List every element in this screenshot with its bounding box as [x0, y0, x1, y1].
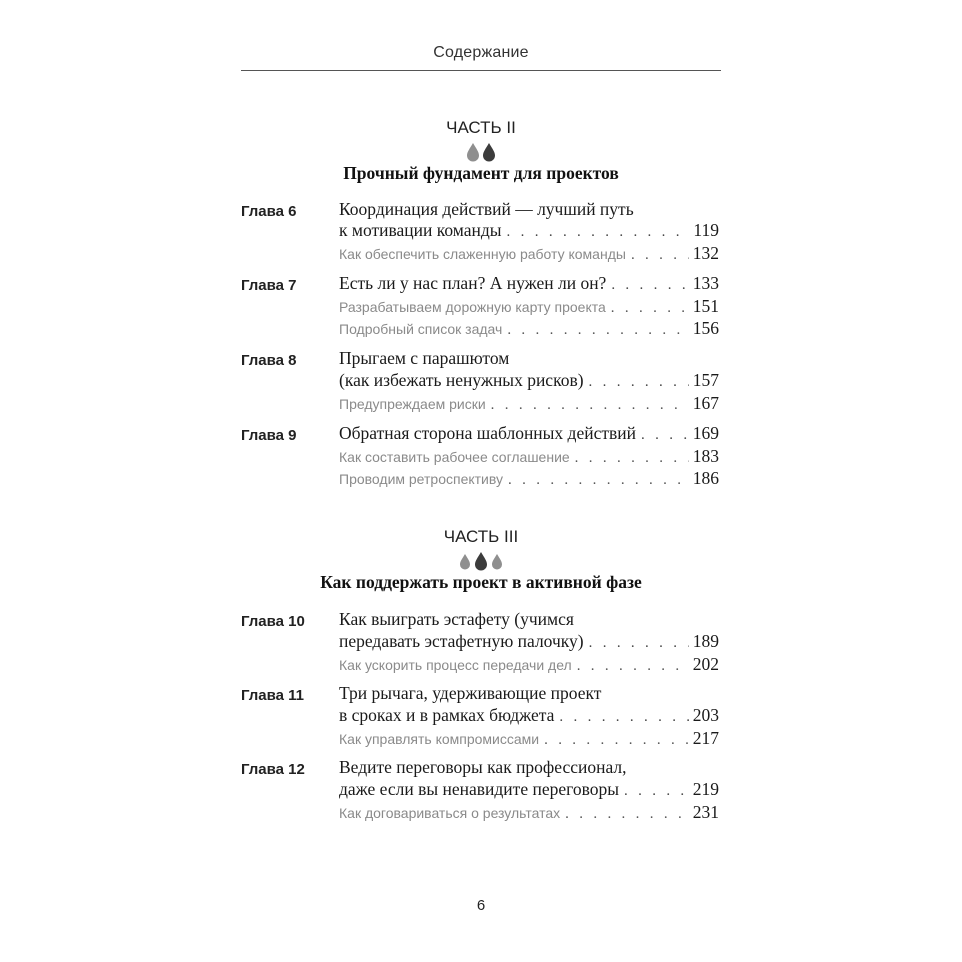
- part-3-label: ЧАСТЬ III: [443, 527, 519, 546]
- chapter-9-label: Глава 9: [241, 427, 297, 444]
- dot-leader: [641, 427, 689, 444]
- chapter-12-title-line1: Ведите переговоры как профессионал,: [339, 757, 627, 777]
- chapter-7-page: 133: [692, 273, 719, 293]
- subentry-page: 202: [692, 654, 719, 674]
- subentry-page: 167: [692, 393, 719, 413]
- chapter-7-entry[interactable]: [339, 273, 719, 294]
- subentry-page: 186: [692, 468, 719, 488]
- chapter-9-title: Обратная сторона шаблонных действий: [339, 423, 637, 443]
- subentry-page: 183: [692, 446, 719, 466]
- dot-leader: [611, 277, 688, 294]
- chapter-11-entry[interactable]: [339, 705, 719, 726]
- chapter-10-title-line1: Как выиграть эстафету (учимся: [339, 609, 574, 629]
- subentry-page: 156: [692, 318, 719, 338]
- subentry-title: Как обеспечить слаженную работу команды: [339, 246, 626, 262]
- subentry-11-1[interactable]: [339, 728, 719, 749]
- subentry-12-1[interactable]: [339, 802, 719, 823]
- chapter-12-label: Глава 12: [241, 761, 305, 778]
- chapter-12-entry[interactable]: [339, 779, 719, 800]
- running-head: Содержание: [433, 44, 529, 61]
- drop-light-icon: [460, 554, 470, 570]
- chapter-8-title-line2: (как избежать ненужных рисков): [339, 370, 584, 390]
- subentry-8-1[interactable]: [339, 393, 719, 414]
- subentry-title: Как договариваться о результатах: [339, 805, 561, 821]
- subentry-page: 151: [692, 296, 719, 316]
- part-3-drops: [241, 551, 721, 571]
- subentry-title: Как ускорить процесс передачи дел: [339, 657, 572, 673]
- drop-dark-icon: [483, 143, 495, 162]
- part-2-label: ЧАСТЬ II: [446, 118, 516, 137]
- subentry-title: Проводим ретроспективу: [339, 471, 504, 487]
- drop-dark-icon: [475, 552, 487, 571]
- chapter-10-page: 189: [692, 631, 719, 651]
- page-number: 6: [476, 897, 486, 914]
- dot-leader: [544, 732, 689, 749]
- chapter-6-page: 119: [693, 220, 719, 240]
- subentry-9-2[interactable]: [339, 468, 719, 489]
- chapter-6-label: Глава 6: [241, 203, 297, 220]
- chapter-11-page: 203: [692, 705, 719, 725]
- chapter-7-label: Глава 7: [241, 277, 297, 294]
- subentry-page: 217: [692, 728, 719, 748]
- chapter-11-title-line1: Три рычага, удерживающие проект: [339, 683, 602, 703]
- chapter-11-label: Глава 11: [241, 687, 305, 704]
- chapter-8-page: 157: [692, 370, 719, 390]
- subentry-7-2[interactable]: [339, 318, 719, 339]
- part-3-title: Как поддержать проект в активной фазе: [320, 572, 642, 592]
- chapter-6-entry[interactable]: [339, 220, 719, 241]
- subentry-7-1[interactable]: [339, 296, 719, 317]
- dot-leader: [624, 783, 689, 800]
- dot-leader: [589, 635, 689, 652]
- dot-leader: [631, 247, 689, 264]
- dot-leader: [507, 224, 690, 241]
- chapter-7-title: Есть ли у нас план? А нужен ли он?: [339, 273, 607, 293]
- chapter-12-title-line2: даже если вы ненавидите переговоры: [339, 779, 620, 799]
- dot-leader: [565, 806, 689, 823]
- header-rule: [241, 70, 721, 71]
- part-2-title: Прочный фундамент для проектов: [343, 163, 619, 183]
- chapter-9-page: 169: [692, 423, 719, 443]
- chapter-9-entry[interactable]: [339, 423, 719, 444]
- subentry-title: Как управлять компромиссами: [339, 731, 540, 747]
- chapter-6-title-line1: Координация действий — лучший путь: [339, 199, 634, 219]
- dot-leader: [575, 450, 689, 467]
- dot-leader: [559, 709, 688, 726]
- drop-light-icon: [492, 554, 502, 569]
- dot-leader: [577, 658, 689, 675]
- subentry-page: 132: [692, 243, 719, 263]
- drop-light-icon: [467, 143, 479, 162]
- dot-leader: [491, 397, 689, 414]
- subentry-title: Разрабатываем дорожную карту проекта: [339, 299, 606, 315]
- dot-leader: [508, 472, 689, 489]
- subentry-10-1[interactable]: [339, 654, 719, 675]
- subentry-6-1[interactable]: [339, 243, 719, 264]
- chapter-6-title-line2: к мотивации команды: [339, 220, 502, 240]
- chapter-8-title-line1: Прыгаем с парашютом: [339, 348, 510, 368]
- dot-leader: [611, 300, 689, 317]
- subentry-title: Как составить рабочее соглашение: [339, 449, 570, 465]
- dot-leader: [589, 374, 689, 391]
- chapter-10-title-line2: передавать эстафетную палочку): [339, 631, 584, 651]
- chapter-10-entry[interactable]: [339, 631, 719, 652]
- chapter-12-page: 219: [692, 779, 719, 799]
- dot-leader: [507, 322, 688, 339]
- subentry-title: Предупреждаем риски: [339, 396, 486, 412]
- subentry-9-1[interactable]: [339, 446, 719, 467]
- part-2-drops: [241, 142, 721, 162]
- subentry-title: Подробный список задач: [339, 321, 503, 337]
- chapter-8-entry[interactable]: [339, 370, 719, 391]
- chapter-10-label: Глава 10: [241, 613, 305, 630]
- chapter-11-title-line2: в сроках и в рамках бюджета: [339, 705, 555, 725]
- subentry-page: 231: [692, 802, 719, 822]
- chapter-8-label: Глава 8: [241, 352, 297, 369]
